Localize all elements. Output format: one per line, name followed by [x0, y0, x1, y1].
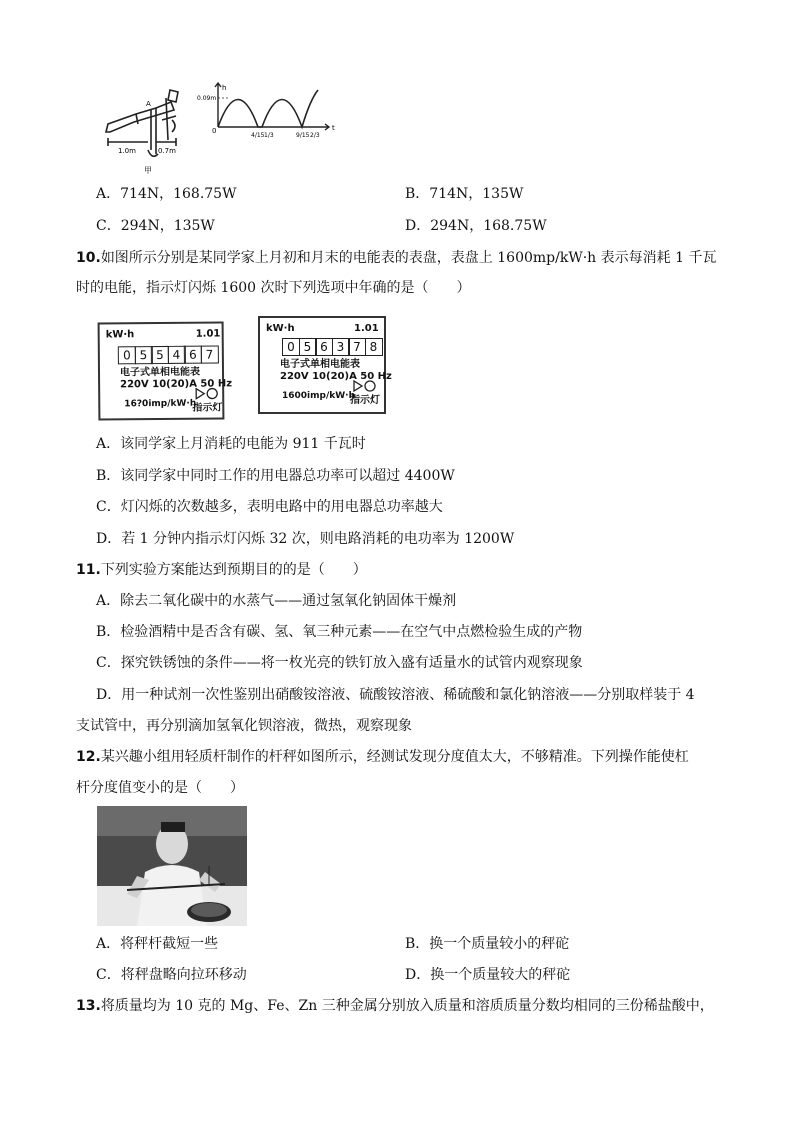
q11-option-d-continued: 支试管中，再分别滴加氢氧化钡溶液，微热，观察现象: [76, 718, 412, 734]
q9-option-a[interactable]: A．714N，168.75W: [96, 186, 237, 202]
q12-number: 12.: [76, 749, 101, 765]
q9-tick-4: 2/3: [310, 132, 320, 139]
q10-meter-end: [258, 316, 392, 414]
q9-tick-1: 4/15: [251, 132, 265, 139]
q9-peak-label: 0.09m: [197, 95, 217, 102]
meter-spec: 220V 10(20)A 50 Hz: [120, 378, 233, 391]
q12-option-a[interactable]: A．将秤杆截短一些: [96, 936, 219, 952]
meter-digit: 7: [348, 338, 366, 356]
meter-indicator-label: 指示灯: [192, 402, 223, 414]
meter-digit-display: [118, 346, 217, 365]
q10-option-b[interactable]: B．该同学家中同时工作的用电器总功率可以超过 4400W: [96, 468, 455, 484]
q12-option-b[interactable]: B．换一个质量较小的秤砣: [405, 936, 570, 952]
q11-option-d[interactable]: D．用一种试剂一次性鉴别出硝酸铵溶液、硫酸铵溶液、稀硫酸和氯化钠溶液——分别取样装于 4: [96, 687, 695, 703]
q11-number: 11.: [76, 562, 101, 578]
q9-x-axis-label: t: [332, 124, 335, 132]
q12-option-c[interactable]: C．将秤盘略向拉环移动: [96, 967, 247, 983]
meter-digit: 4: [167, 346, 185, 364]
q9-point-a: A: [146, 100, 151, 108]
q10-stem-line-2: 时的电能，指示灯闪烁 1600 次时下列选项中年确的是（ ）: [76, 280, 471, 296]
q9-option-d[interactable]: D．294N，168.75W: [405, 218, 547, 234]
q9-origin-label: 0: [212, 127, 217, 135]
meter-digit: 6: [315, 338, 333, 356]
meter-imp-rate: 1600imp/kW·h: [282, 391, 355, 401]
q9-figure: [96, 80, 346, 180]
q11-option-a[interactable]: A．除去二氧化碳中的水蒸气——通过氢氧化钠固体干燥剂: [96, 593, 457, 609]
meter-digit: 0: [118, 346, 136, 364]
q12-stem-line-1: 12.某兴趣小组用轻质杆制作的杆秤如图所示，经测试发现分度值太大，不够精准。下列操作能使杠: [76, 749, 689, 765]
meter-name: 电子式单相电能表: [119, 366, 201, 379]
q11-option-c[interactable]: C．探究铁锈蚀的条件——将一枚光亮的铁钉放入盛有适量水的试管内观察现象: [96, 655, 583, 671]
meter-digit-display: [282, 338, 381, 356]
meter-digit: 7: [200, 345, 218, 363]
q9-option-b[interactable]: B．714N，135W: [405, 186, 524, 202]
meter-digit: 8: [365, 338, 383, 356]
q9-option-c[interactable]: C．294N，135W: [96, 218, 215, 234]
meter-unit: kW·h: [105, 329, 135, 341]
q13-number: 13.: [76, 998, 101, 1014]
q10-meter-start: [98, 321, 233, 420]
q9-tick-2: 1/3: [264, 132, 274, 139]
q9-length-left: 1.0m: [118, 147, 136, 155]
meter-digit: 6: [184, 346, 202, 364]
indicator-lamp-icon: [352, 380, 378, 392]
q9-length-right: 0.7m: [158, 147, 176, 155]
q9-ht-graph: [215, 83, 329, 130]
meter-digit: 5: [151, 346, 169, 364]
q11-stem: 11.下列实验方案能达到预期目的的是（ ）: [76, 562, 367, 578]
q10-option-c[interactable]: C．灯闪烁的次数越多，表明电路中的用电器总功率越大: [96, 499, 443, 515]
meter-digit: 3: [332, 338, 350, 356]
q10-stem-line-1: 10.如图所示分别是某同学家上月初和月末的电能表的表盘，表盘上 1600mp/kW·h 表示每消耗 1 千瓦: [76, 250, 717, 266]
meter-digit: 0: [282, 338, 300, 356]
q12-option-d[interactable]: D．换一个质量较大的秤砣: [405, 967, 571, 983]
meter-spec: 220V 10(20)A 50 Hz: [280, 371, 392, 382]
q13-stem: 13.将质量均为 10 克的 Mg、Fe、Zn 三种金属分别放入质量和溶质质量分数均相同的三份稀盐酸中，: [76, 998, 714, 1014]
meter-digit: 5: [299, 338, 317, 356]
meter-version: 1.01: [195, 328, 221, 340]
q10-option-a[interactable]: A．该同学家上月消耗的电能为 911 千瓦时: [96, 436, 366, 452]
meter-digit: 5: [134, 346, 152, 364]
q9-tick-3: 9/15: [296, 132, 310, 139]
q12-stem-line-2: 杆分度值变小的是（ ）: [76, 780, 244, 796]
q10-option-d[interactable]: D．若 1 分钟内指示灯闪烁 32 次，则电路消耗的电功率为 1200W: [96, 531, 515, 547]
q11-option-b[interactable]: B．检验酒精中是否含有碳、氢、氧三种元素——在空气中点燃检验生成的产物: [96, 624, 583, 640]
q9-figure-name: 甲: [144, 166, 152, 175]
meter-indicator-label: 指示灯: [350, 395, 380, 406]
meter-imp-rate: 16?0imp/kW·h: [124, 398, 197, 410]
q10-number: 10.: [76, 250, 101, 266]
q12-steelyard-photo: [97, 806, 247, 926]
indicator-lamp-icon: [194, 387, 220, 399]
meter-version: 1.01: [354, 323, 379, 334]
meter-name: 电子式单相电能表: [280, 359, 360, 370]
q9-y-axis-label: h: [222, 84, 227, 92]
meter-unit: kW·h: [266, 323, 295, 334]
